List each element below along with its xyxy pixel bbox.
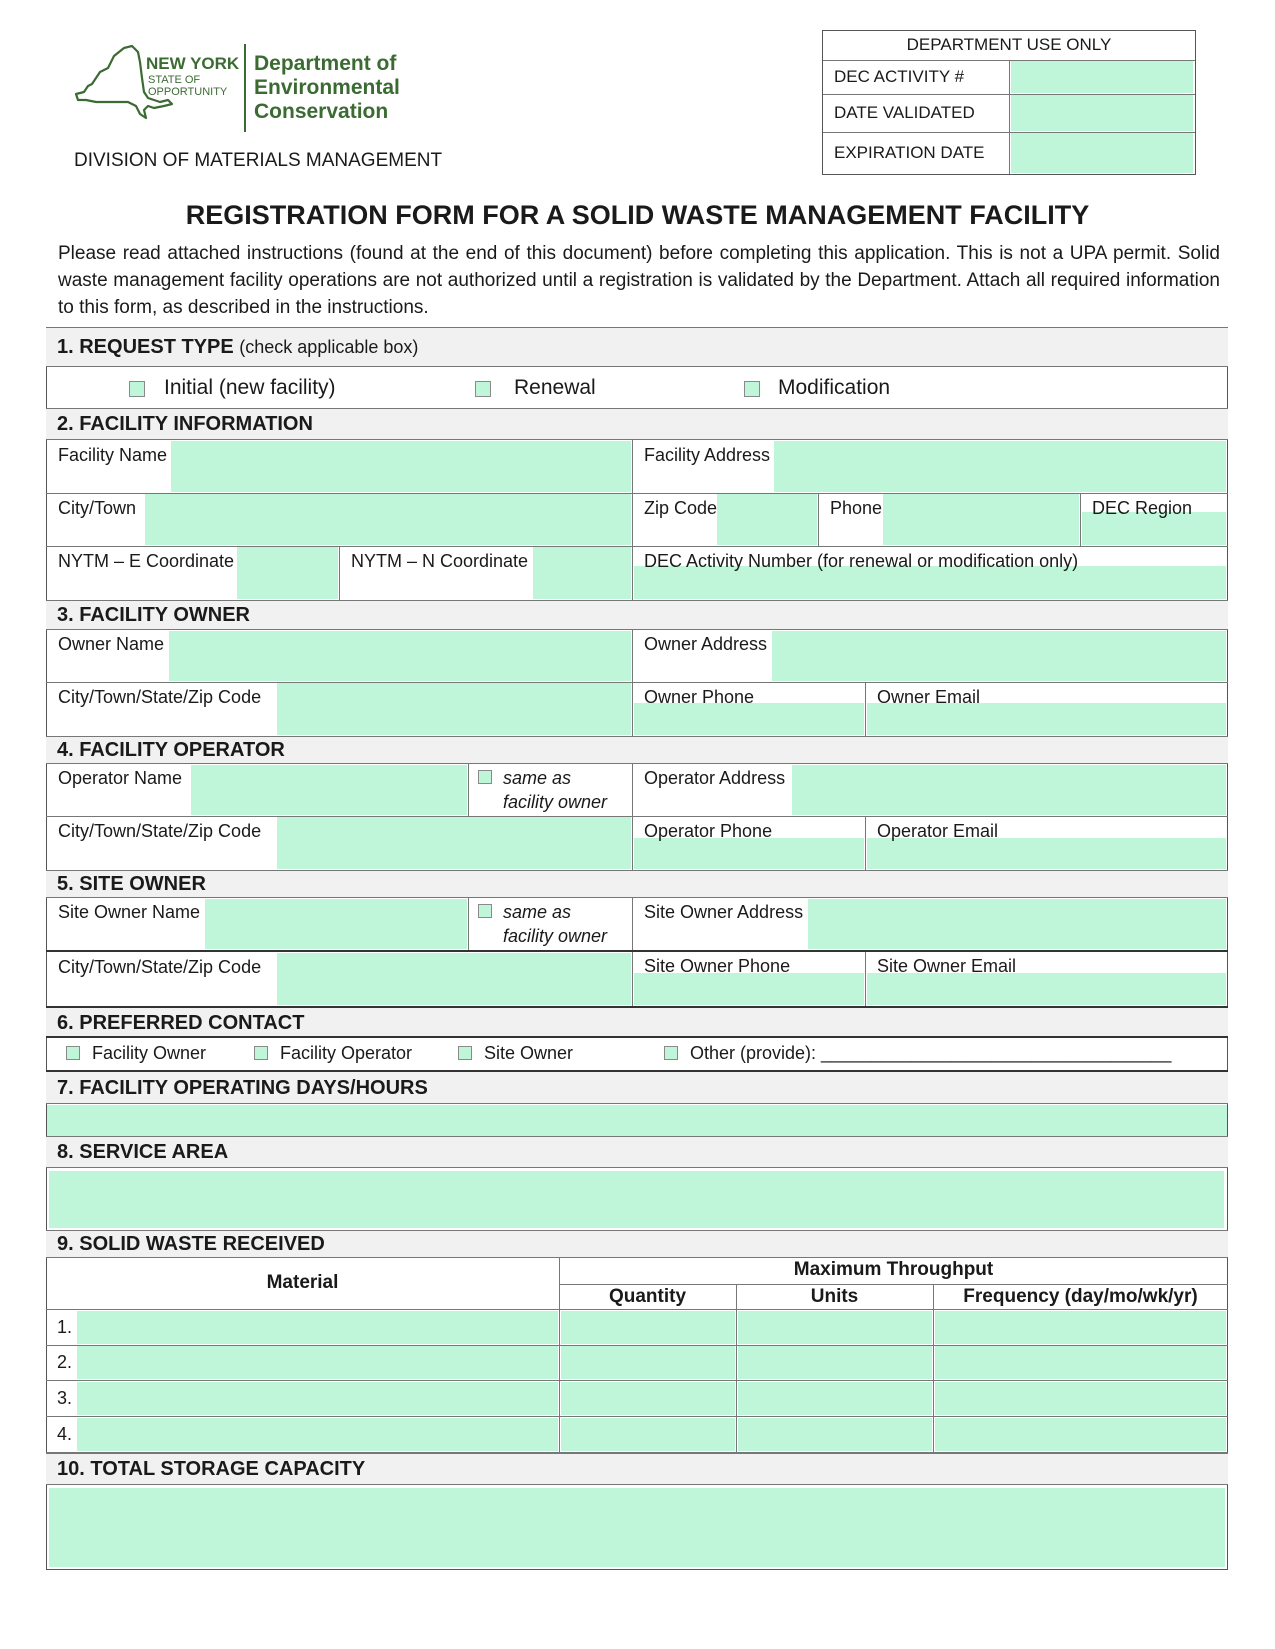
logo-dept-line-3: Conservation	[254, 100, 389, 123]
section-5-header	[46, 870, 1228, 898]
operator-email-label: Operator Email	[877, 821, 999, 841]
section-9-title: 9. SOLID WASTE RECEIVED	[57, 1233, 325, 1255]
owner-address-field[interactable]	[772, 631, 1226, 681]
waste-row-material-field[interactable]	[77, 1418, 558, 1451]
section-10-header	[46, 1453, 1228, 1485]
waste-row-number: 3.	[57, 1388, 73, 1408]
expiration-date-label: EXPIRATION DATE	[834, 143, 985, 162]
option-renewal-label: Renewal	[514, 376, 596, 399]
section-5-title: 5. SITE OWNER	[57, 873, 206, 895]
site-owner-same-checkbox[interactable]	[478, 904, 492, 918]
owner-city-label: City/Town/State/Zip Code	[58, 687, 262, 707]
form-title: REGISTRATION FORM FOR A SOLID WASTE MANAGEMENT FACILITY	[185, 200, 1090, 230]
contact-facility-operator-label: Facility Operator	[280, 1043, 413, 1063]
waste-row-units-field[interactable]	[738, 1311, 932, 1344]
owner-city-field[interactable]	[277, 683, 631, 735]
owner-email-label: Owner Email	[877, 687, 981, 707]
section-2-title: 2. FACILITY INFORMATION	[57, 413, 313, 435]
contact-facility-owner-checkbox[interactable]	[66, 1046, 80, 1060]
storage-capacity-field[interactable]	[49, 1488, 1225, 1567]
waste-row-quantity-field[interactable]	[561, 1311, 735, 1344]
checkbox-modification[interactable]	[744, 381, 760, 397]
operating-hours-field[interactable]	[47, 1105, 1227, 1136]
nytm-n-field[interactable]	[533, 547, 631, 599]
section-3-title: 3. FACILITY OWNER	[57, 604, 250, 626]
facility-name-label: Facility Name	[58, 445, 168, 465]
waste-row-material-field[interactable]	[77, 1382, 558, 1415]
material-header: Material	[266, 1272, 339, 1293]
checkbox-initial[interactable]	[129, 381, 145, 397]
facility-address-label: Facility Address	[644, 445, 771, 465]
department-use-box	[822, 30, 1196, 175]
section-8-header	[46, 1136, 1228, 1168]
section-6-header	[46, 1006, 1228, 1038]
waste-row-number: 2.	[57, 1352, 73, 1372]
site-owner-city-label: City/Town/State/Zip Code	[58, 957, 262, 977]
operator-same-checkbox[interactable]	[478, 770, 492, 784]
operator-same-label-2: facility owner	[503, 792, 608, 812]
service-area-field[interactable]	[49, 1171, 1224, 1228]
waste-row-quantity-field[interactable]	[561, 1346, 735, 1379]
contact-site-owner-checkbox[interactable]	[458, 1046, 472, 1060]
logo-divider	[244, 44, 246, 132]
site-owner-address-label: Site Owner Address	[644, 902, 804, 922]
frequency-header: Frequency (day/mo/wk/yr)	[963, 1286, 1198, 1307]
site-owner-name-field[interactable]	[205, 899, 467, 949]
section-8-title: 8. SERVICE AREA	[57, 1141, 229, 1163]
section-9-header	[46, 1230, 1228, 1258]
site-owner-address-field[interactable]	[808, 899, 1226, 949]
zip-code-field[interactable]	[717, 494, 817, 545]
max-throughput-header: Maximum Throughput	[793, 1259, 994, 1280]
nys-dec-logo	[70, 38, 420, 138]
section-4-title: 4. FACILITY OPERATOR	[57, 739, 285, 761]
operator-phone-field[interactable]	[634, 838, 864, 869]
zip-code-label: Zip Code	[644, 498, 718, 518]
contact-facility-operator-checkbox[interactable]	[254, 1046, 268, 1060]
logo-dept-line-1: Department of	[254, 52, 397, 75]
nytm-e-field[interactable]	[237, 547, 338, 599]
waste-row-number: 1.	[57, 1317, 73, 1337]
section-1-note: (check applicable box)	[239, 337, 419, 357]
waste-row-frequency-field[interactable]	[935, 1382, 1226, 1415]
nytm-n-label: NYTM – N Coordinate	[351, 551, 529, 571]
logo-tagline-2: OPPORTUNITY	[148, 86, 228, 98]
section-1-title: 1. REQUEST TYPE	[57, 336, 234, 358]
expiration-date-field[interactable]	[1011, 133, 1193, 173]
section-6-title: 6. PREFERRED CONTACT	[57, 1012, 305, 1034]
division-name: DIVISION OF MATERIALS MANAGEMENT	[74, 150, 443, 171]
section-7-title: 7. FACILITY OPERATING DAYS/HOURS	[57, 1077, 428, 1099]
section-4-header	[46, 736, 1228, 764]
owner-phone-label: Owner Phone	[644, 687, 755, 707]
waste-row-units-field[interactable]	[738, 1418, 932, 1451]
operator-phone-label: Operator Phone	[644, 821, 773, 841]
waste-row-frequency-field[interactable]	[935, 1346, 1226, 1379]
nytm-e-label: NYTM – E Coordinate	[58, 551, 235, 571]
date-validated-field[interactable]	[1011, 95, 1193, 131]
phone-label: Phone	[830, 498, 883, 518]
city-town-label: City/Town	[58, 498, 137, 518]
logo-state-text: NEW YORK	[146, 54, 240, 73]
section-2-header	[46, 408, 1228, 440]
section-10-title: 10. TOTAL STORAGE CAPACITY	[57, 1458, 366, 1480]
dec-region-label: DEC Region	[1092, 498, 1193, 518]
dec-activity-field[interactable]	[1011, 61, 1193, 93]
site-owner-same-label-1: same as	[503, 902, 572, 922]
site-owner-name-label: Site Owner Name	[58, 902, 201, 922]
logo-dept-line-2: Environmental	[254, 76, 400, 99]
site-owner-email-label: Site Owner Email	[877, 956, 1017, 976]
quantity-header: Quantity	[608, 1286, 687, 1307]
waste-row-units-field[interactable]	[738, 1346, 932, 1379]
units-header: Units	[810, 1286, 859, 1307]
date-validated-label: DATE VALIDATED	[834, 103, 975, 122]
operator-address-field[interactable]	[792, 765, 1226, 815]
operator-city-field[interactable]	[277, 817, 631, 869]
phone-field[interactable]	[883, 494, 1079, 545]
section-3-header	[46, 600, 1228, 630]
section-1-header	[46, 327, 1228, 367]
facility-name-field[interactable]	[171, 441, 631, 492]
operator-name-label: Operator Name	[58, 768, 183, 788]
site-owner-same-label-2: facility owner	[503, 926, 608, 946]
owner-address-label: Owner Address	[644, 634, 768, 654]
operator-address-label: Operator Address	[644, 768, 786, 788]
operator-name-field[interactable]	[191, 765, 467, 815]
waste-row-units-field[interactable]	[738, 1382, 932, 1415]
contact-other-checkbox[interactable]	[664, 1046, 678, 1060]
waste-row-frequency-field[interactable]	[935, 1418, 1226, 1451]
operator-same-label-1: same as	[503, 768, 572, 788]
site-owner-city-field[interactable]	[277, 953, 631, 1005]
form-instructions: Please read attached instructions (found at the end of this document) before completing this application. This is not a UPA permit. Solid waste management facility operations are not authorized until a registration is validated by the Department. Attach all required information to this form, as described in the instructions.	[58, 243, 1220, 318]
operator-city-label: City/Town/State/Zip Code	[58, 821, 262, 841]
waste-row-material-field[interactable]	[77, 1346, 558, 1379]
waste-row-quantity-field[interactable]	[561, 1382, 735, 1415]
option-modification-label: Modification	[778, 376, 891, 399]
checkbox-renewal[interactable]	[475, 381, 491, 397]
waste-row-number: 4.	[57, 1424, 73, 1444]
dec-activity-number-label: DEC Activity Number (for renewal or modification only)	[644, 551, 1079, 571]
section-7-header	[46, 1070, 1228, 1104]
waste-row-frequency-field[interactable]	[935, 1311, 1226, 1344]
logo-tagline-1: STATE OF	[148, 74, 201, 86]
dec-activity-label: DEC ACTIVITY #	[834, 67, 965, 86]
waste-row-quantity-field[interactable]	[561, 1418, 735, 1451]
site-owner-email-field[interactable]	[867, 973, 1226, 1005]
owner-name-label: Owner Name	[58, 634, 165, 654]
contact-other-label[interactable]: Other (provide): ___________________________________	[690, 1043, 1172, 1063]
contact-site-owner-label: Site Owner	[484, 1043, 574, 1063]
contact-facility-owner-label: Facility Owner	[92, 1043, 207, 1063]
option-initial-label: Initial (new facility)	[164, 376, 336, 399]
owner-name-field[interactable]	[169, 631, 631, 681]
facility-address-field[interactable]	[774, 441, 1226, 492]
waste-row-material-field[interactable]	[77, 1311, 558, 1344]
operator-email-field[interactable]	[867, 838, 1226, 869]
site-owner-phone-label: Site Owner Phone	[644, 956, 791, 976]
city-town-field[interactable]	[145, 494, 631, 545]
department-use-title: DEPARTMENT USE ONLY	[906, 35, 1112, 54]
site-owner-phone-field[interactable]	[634, 973, 864, 1005]
